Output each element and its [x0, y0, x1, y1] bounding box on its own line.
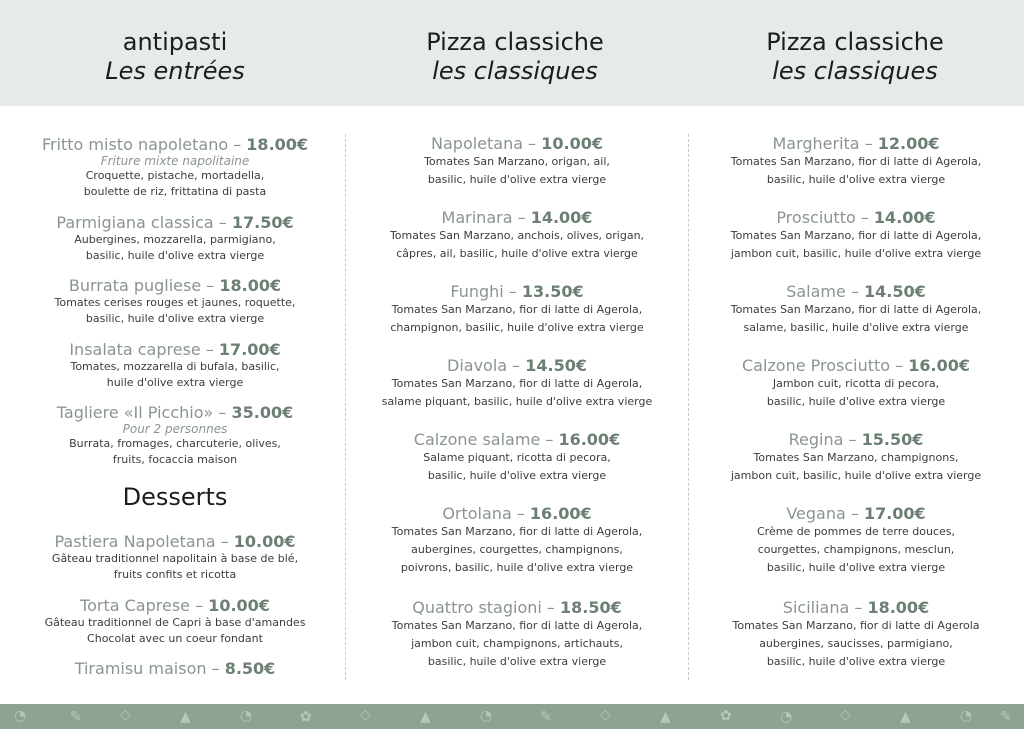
item-price: 17.00€ [218, 340, 281, 359]
menu-item: Salame – 14.50€ Tomates San Marzano, fior di latte di Agerola, salame, basilic, huile d'olive extra vierge [700, 282, 1012, 337]
column-divider [688, 134, 689, 680]
antipasti-subtitle: Les entrées [105, 57, 245, 85]
item-name: Pastiera Napoletana [54, 532, 216, 551]
item-name: Burrata pugliese [68, 276, 202, 295]
doodle-icon: ▲ [900, 709, 911, 725]
item-description: Tomates cerises rouges et jaunes, roquette, [54, 296, 296, 309]
item-description: aubergines, saucisses, parmigiano, [759, 637, 953, 650]
item-price: 18.50€ [560, 598, 622, 617]
item-description: Tomates San Marzano, champignons, [753, 451, 959, 464]
item-price: 14.50€ [525, 356, 587, 375]
item-description: basilic, huile d'olive extra vierge [766, 561, 946, 574]
item-description: câpres, ail, basilic, huile d'olive extra vierge [396, 247, 638, 260]
item-description: fruits, focaccia maison [112, 453, 238, 466]
item-name: Calzone Prosciutto [741, 356, 891, 375]
item-price: 16.00€ [908, 356, 971, 375]
item-name: Calzone salame [413, 430, 541, 449]
item-description: jambon cuit, basilic, huile d'olive extra vierge [730, 247, 982, 260]
doodle-icon: ✿ [720, 708, 732, 724]
item-description: Tomates San Marzano, fior di latte di Agerola, [730, 303, 982, 316]
item-name: Insalata caprese [69, 340, 201, 359]
item-description: Jambon cuit, ricotta di pecora, [772, 377, 940, 390]
pizza-subtitle-1: les classiques [432, 57, 598, 85]
item-description: Burrata, fromages, charcuterie, olives, [69, 437, 281, 450]
item-description: Croquette, pistache, mortadella, [85, 169, 265, 182]
doodle-icon: ◇ [840, 707, 851, 723]
item-description: jambon cuit, champignons, artichauts, [411, 637, 623, 650]
menu-item: Funghi – 13.50€ Tomates San Marzano, fior di latte di Agerola, champignon, basilic, huile d'olive extra vierge [362, 282, 672, 337]
item-price: 12.00€ [877, 134, 940, 153]
item-description: Crème de pommes de terre douces, [756, 525, 956, 538]
menu-item: Calzone Prosciutto – 16.00€ Jambon cuit, ricotta di pecora, basilic, huile d'olive extra vierge [700, 356, 1012, 411]
item-description: Gâteau traditionnel napolitain à base de blé, [51, 552, 299, 565]
item-price: 10.00€ [208, 596, 270, 615]
doodle-icon: ✿ [300, 709, 312, 725]
item-description: Tomates San Marzano, fior di latte di Agerola, [730, 229, 982, 242]
item-description: basilic, huile d'olive extra vierge [766, 655, 946, 668]
item-description: champignon, basilic, huile d'olive extra vierge [390, 321, 644, 334]
item-name: Regina [788, 430, 844, 449]
menu-item: Siciliana – 18.00€ Tomates San Marzano, fior di latte di Agerola aubergines, saucisses, parmigiano, basilic, huile d'olive extra vierge [700, 598, 1012, 671]
item-name: Funghi [450, 282, 504, 301]
menu-item: Margherita – 12.00€ Tomates San Marzano, fior di latte di Agerola, basilic, huile d'olive extra vierge [700, 134, 1012, 189]
menu-item: Napoletana – 10.00€ Tomates San Marzano, origan, ail, basilic, huile d'olive extra vierge [362, 134, 672, 189]
doodle-icon: ◔ [14, 708, 27, 724]
item-price: 13.50€ [521, 282, 584, 301]
item-description: salame, basilic, huile d'olive extra vierge [743, 321, 969, 334]
doodle-icon: ✎ [70, 709, 82, 725]
item-description: courgettes, champignons, mesclun, [757, 543, 955, 556]
item-description: poivrons, basilic, huile d'olive extra vierge [400, 561, 634, 574]
item-price: 14.00€ [873, 208, 936, 227]
menu-item: Torta Caprese – 10.00€ Gâteau traditionnel de Capri à base d'amandes Chocolat avec un coeur fondant [20, 596, 330, 647]
desserts-title: Desserts [122, 483, 228, 511]
menu-item: Calzone salame – 16.00€ Salame piquant, ricotta di pecora, basilic, huile d'olive extra vierge [362, 430, 672, 485]
pizza-subtitle-2: les classiques [772, 57, 938, 85]
item-name: Quattro stagioni [412, 598, 542, 617]
item-price: 18.00€ [219, 276, 282, 295]
item-description: Salame piquant, ricotta di pecora, [423, 451, 611, 464]
item-name: Fritto misto napoletano [41, 135, 229, 154]
item-description: Tomates San Marzano, anchois, olives, origan, [389, 229, 645, 242]
item-price: 17.50€ [231, 213, 294, 232]
item-description: basilic, huile d'olive extra vierge [766, 395, 946, 408]
menu-item: Ortolana – 16.00€ Tomates San Marzano, fior di latte di Agerola, aubergines, courgettes, champignons, poivrons, basilic, huile d'olive extra vierge [362, 504, 672, 577]
doodle-icon: ◔ [480, 708, 493, 724]
item-price: 10.00€ [233, 532, 296, 551]
item-description: Tomates, mozzarella di bufala, basilic, [70, 360, 280, 373]
item-price: 14.00€ [530, 208, 593, 227]
menu-item: Marinara – 14.00€ Tomates San Marzano, anchois, olives, origan, câpres, ail, basilic, huile d'olive extra vierge [362, 208, 672, 263]
item-description: Tomates San Marzano, fior di latte di Agerola, [730, 155, 982, 168]
doodle-icon: ◇ [120, 707, 131, 723]
doodle-icon: ▲ [180, 709, 191, 725]
item-price: 15.50€ [861, 430, 924, 449]
pizza-column-2 [700, 0, 1012, 700]
menu-item: Diavola – 14.50€ Tomates San Marzano, fior di latte di Agerola, salame piquant, basilic, huile d'olive extra vierge [362, 356, 672, 411]
item-name: Siciliana [782, 598, 850, 617]
item-price: 35.00€ [231, 403, 294, 422]
item-description: Tomates San Marzano, fior di latte di Agerola, [391, 525, 643, 538]
item-name: Diavola [447, 356, 508, 375]
item-description: fruits confits et ricotta [113, 568, 237, 581]
item-description: basilic, huile d'olive extra vierge [427, 655, 607, 668]
item-name: Tagliere «Il Picchio» [56, 403, 214, 422]
item-price: 10.00€ [541, 134, 603, 153]
doodle-icon: ◇ [600, 707, 611, 723]
item-name: Prosciutto [776, 208, 856, 227]
menu-item: Prosciutto – 14.00€ Tomates San Marzano, fior di latte di Agerola, jambon cuit, basilic, huile d'olive extra vierge [700, 208, 1012, 263]
item-name: Salame [786, 282, 846, 301]
pizza-title-2: Pizza classiche [766, 28, 944, 56]
menu-item: Vegana – 17.00€ Crème de pommes de terre douces, courgettes, champignons, mesclun, basilic, huile d'olive extra vierge [700, 504, 1012, 577]
item-description: Tomates San Marzano, fior di latte di Agerola, [391, 619, 643, 632]
doodle-icon: ✎ [540, 709, 552, 725]
item-subtitle: Friture mixte napolitaine [100, 154, 250, 168]
item-name: Ortolana [442, 504, 512, 523]
column-divider [345, 134, 346, 680]
menu-item: Quattro stagioni – 18.50€ Tomates San Marzano, fior di latte di Agerola, jambon cuit, champignons, artichauts, basilic, huile d'olive extra vierge [362, 598, 672, 671]
item-description: boulette de riz, frittatina di pasta [83, 185, 267, 198]
item-description: basilic, huile d'olive extra vierge [427, 469, 607, 482]
menu-item: Insalata caprese – 17.00€ Tomates, mozzarella di bufala, basilic, huile d'olive extra vierge [20, 340, 330, 391]
item-name: Tiramisu maison [74, 659, 207, 678]
item-price: 16.00€ [529, 504, 592, 523]
item-price: 18.00€ [246, 135, 309, 154]
antipasti-title: antipasti [122, 28, 228, 56]
item-price: 8.50€ [224, 659, 276, 678]
item-description: huile d'olive extra vierge [106, 376, 244, 389]
item-name: Torta Caprese [80, 596, 191, 615]
item-description: basilic, huile d'olive extra vierge [427, 173, 607, 186]
item-description: jambon cuit, basilic, huile d'olive extra vierge [730, 469, 982, 482]
pizza-column-1 [362, 0, 672, 700]
item-price: 16.00€ [558, 430, 621, 449]
doodle-icon: ▲ [420, 709, 431, 725]
item-name: Napoletana [431, 134, 524, 153]
item-name: Vegana [786, 504, 846, 523]
item-description: Gâteau traditionnel de Capri à base d'amandes [44, 616, 306, 629]
menu-item: Regina – 15.50€ Tomates San Marzano, champignons, jambon cuit, basilic, huile d'olive extra vierge [700, 430, 1012, 485]
item-description: Aubergines, mozzarella, parmigiano, [74, 233, 276, 246]
doodle-icon: ✎ [1000, 709, 1012, 725]
menu-item: Tagliere «Il Picchio» – 35.00€ Pour 2 personnes Burrata, fromages, charcuterie, olives, fruits, focaccia maison [20, 403, 330, 468]
item-description: Tomates San Marzano, fior di latte di Agerola, [391, 303, 643, 316]
menu-item: Fritto misto napoletano – 18.00€ Friture mixte napolitaine Croquette, pistache, mortadella, boulette de riz, frittatina di pasta [20, 135, 330, 200]
item-price: 18.00€ [867, 598, 930, 617]
doodle-icon: ◔ [960, 708, 973, 724]
item-description: Tomates San Marzano, origan, ail, [424, 155, 610, 168]
item-name: Marinara [441, 208, 513, 227]
doodle-icon: ▲ [660, 709, 671, 725]
menu-item: Tiramisu maison – 8.50€ [74, 659, 276, 678]
doodle-icon: ◔ [780, 709, 793, 725]
item-price: 17.00€ [863, 504, 926, 523]
item-description: salame piquant, basilic, huile d'olive extra vierge [381, 395, 653, 408]
item-description: Tomates San Marzano, fior di latte di Agerola [732, 619, 980, 632]
item-description: Tomates San Marzano, fior di latte di Agerola, [391, 377, 643, 390]
doodle-icon: ◇ [360, 707, 371, 723]
item-description: Chocolat avec un coeur fondant [87, 632, 263, 645]
item-price: 14.50€ [864, 282, 926, 301]
item-description: basilic, huile d'olive extra vierge [85, 249, 265, 262]
item-description: basilic, huile d'olive extra vierge [85, 312, 265, 325]
menu-item: Pastiera Napoletana – 10.00€ Gâteau traditionnel napolitain à base de blé, fruits confits et ricotta [20, 532, 330, 583]
item-description: basilic, huile d'olive extra vierge [766, 173, 946, 186]
doodle-icon: ◔ [240, 708, 253, 724]
pizza-title-1: Pizza classiche [426, 28, 604, 56]
item-description: aubergines, courgettes, champignons, [411, 543, 623, 556]
menu-item: Burrata pugliese – 18.00€ Tomates cerises rouges et jaunes, roquette, basilic, huile d'olive extra vierge [20, 276, 330, 327]
menu-item: Parmigiana classica – 17.50€ Aubergines, mozzarella, parmigiano, basilic, huile d'olive extra vierge [20, 213, 330, 264]
decorative-footer [0, 704, 1024, 729]
item-name: Parmigiana classica [56, 213, 214, 232]
antipasti-column [20, 0, 330, 700]
item-subtitle: Pour 2 personnes [122, 422, 228, 436]
item-name: Margherita [772, 134, 860, 153]
